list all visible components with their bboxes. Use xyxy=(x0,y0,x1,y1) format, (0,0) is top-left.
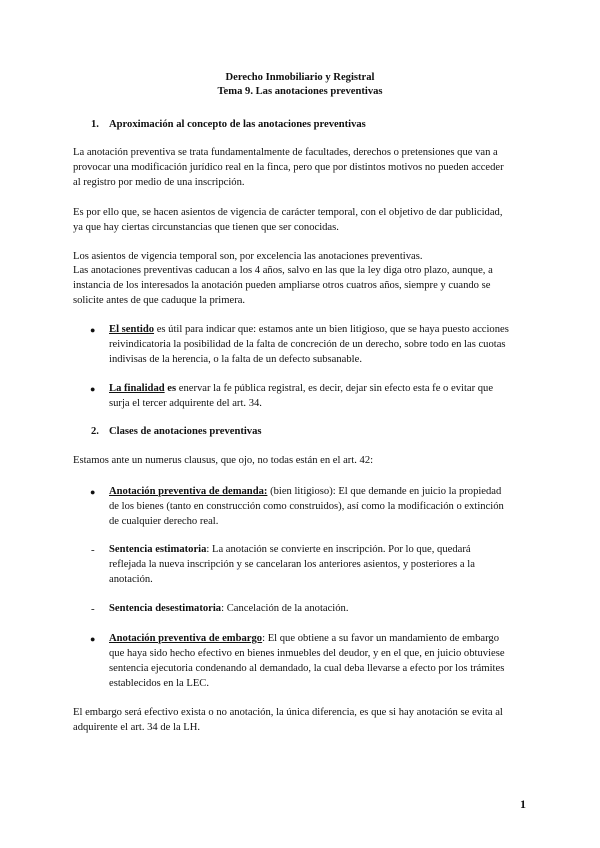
document-topic: Tema 9. Las anotaciones preventivas xyxy=(217,86,383,97)
list-item-line: La finalidad es enervar la fe pública registral, es decir, dejar sin efecto esta fe o evitar que xyxy=(109,383,494,394)
term-label: Sentencia desestimatoria xyxy=(109,603,222,614)
term-label: El sentido xyxy=(109,324,155,335)
section-2-title: Clases de anotaciones preventivas xyxy=(109,426,262,437)
dash-marker: - xyxy=(91,544,95,556)
list-item-line: de los bienes (tanto en construcción como construidos), así como la modificación o extinción xyxy=(109,501,504,512)
list-item-line: de cualquier derecho real. xyxy=(109,516,219,527)
list-item-line: surja el tercer adquirente del art. 34. xyxy=(109,398,262,409)
list-item-line: indivisas de la herencia, o la falta de un defecto subsanable. xyxy=(109,354,362,365)
list-item-line: que haya sido hecho efectivo en bienes inmuebles del deudor, y en el que, en juicio obtuviese xyxy=(109,648,505,659)
dash-marker: - xyxy=(91,603,95,615)
paragraph-line: ya que hay ciertas circunstancias que tienen que ser conocidas. xyxy=(73,222,339,233)
paragraph-line: provocar una modificación jurídico real en la finca, pero que por distintos motivos no pueden acceder xyxy=(73,162,504,173)
paragraph-line: instancia de los interesados la anotación pueden ampliarse otros cuatros años, siempre y cuando se xyxy=(73,280,491,291)
term-label: Anotación preventiva de embargo xyxy=(109,633,263,644)
list-item-line: anotación. xyxy=(109,574,153,585)
list-item-line: establecidos en la LEC. xyxy=(109,678,210,689)
bullet-icon: ● xyxy=(90,634,96,644)
paragraph-line: Las anotaciones preventivas caducan a los 4 años, salvo en las que la ley diga otro plazo, aunque, a xyxy=(73,265,493,276)
bullet-icon: ● xyxy=(90,325,96,335)
paragraph-line: adquirente el art. 34 de la LH. xyxy=(73,722,201,733)
paragraph-line: al registro por medio de una inscripción. xyxy=(73,177,245,188)
list-item-line: Anotación preventiva de embargo: El que obtiene a su favor un mandamiento de embargo xyxy=(109,633,500,644)
list-item-line: Sentencia estimatoria: La anotación se convierte en inscripción. Por lo que, quedará xyxy=(109,544,471,555)
list-item-line: Anotación preventiva de demanda: (bien litigioso): El que demande en juicio la propiedad xyxy=(109,486,502,497)
paragraph-line: El embargo será efectivo exista o no anotación, la única diferencia, es que si hay anotación se evita al xyxy=(73,707,503,718)
paragraph-line: Estamos ante un numerus clausus, que ojo, no todas están en el art. 42: xyxy=(73,455,374,466)
list-item-line: sentencia ejecutoria condenando al demandado, la cual deba llevarse a efecto por los trámites xyxy=(109,663,505,674)
paragraph-line: Es por ello que, se hacen asientos de vigencia de carácter temporal, con el objetivo de dar publicidad, xyxy=(73,207,503,218)
section-1-title: Aproximación al concepto de las anotaciones preventivas xyxy=(109,119,366,130)
bullet-icon: ● xyxy=(90,487,96,497)
page-number: 1 xyxy=(520,797,526,811)
list-item-line: El sentido es útil para indicar que: estamos ante un bien litigioso, que se haya puesto acciones xyxy=(109,324,509,335)
term-label: Sentencia estimatoria xyxy=(109,544,207,555)
list-item-line: reflejada la nueva inscripción y se cancelaran los anteriores asientos, y posteriores a la xyxy=(109,559,475,570)
list-item-line: Sentencia desestimatoria: Cancelación de la anotación. xyxy=(109,603,349,614)
paragraph-line: Los asientos de vigencia temporal son, por excelencia las anotaciones preventivas. xyxy=(73,251,423,262)
term-label: La finalidad xyxy=(109,383,165,394)
section-1-number: 1. xyxy=(91,119,99,130)
section-2-number: 2. xyxy=(91,426,99,437)
list-item-line: reivindicatoria la posibilidad de la falta de concreción de un derecho, sobre todo en las cuotas xyxy=(109,339,506,350)
paragraph-line: La anotación preventiva se trata fundamentalmente de facultades, derechos o pretensiones que van a xyxy=(73,147,498,158)
document-subject: Derecho Inmobiliario y Registral xyxy=(225,72,375,83)
bullet-icon: ● xyxy=(90,384,96,394)
paragraph-line: solicite antes de que caduque la primera. xyxy=(73,295,246,306)
term-label: Anotación preventiva de demanda: xyxy=(109,486,268,497)
